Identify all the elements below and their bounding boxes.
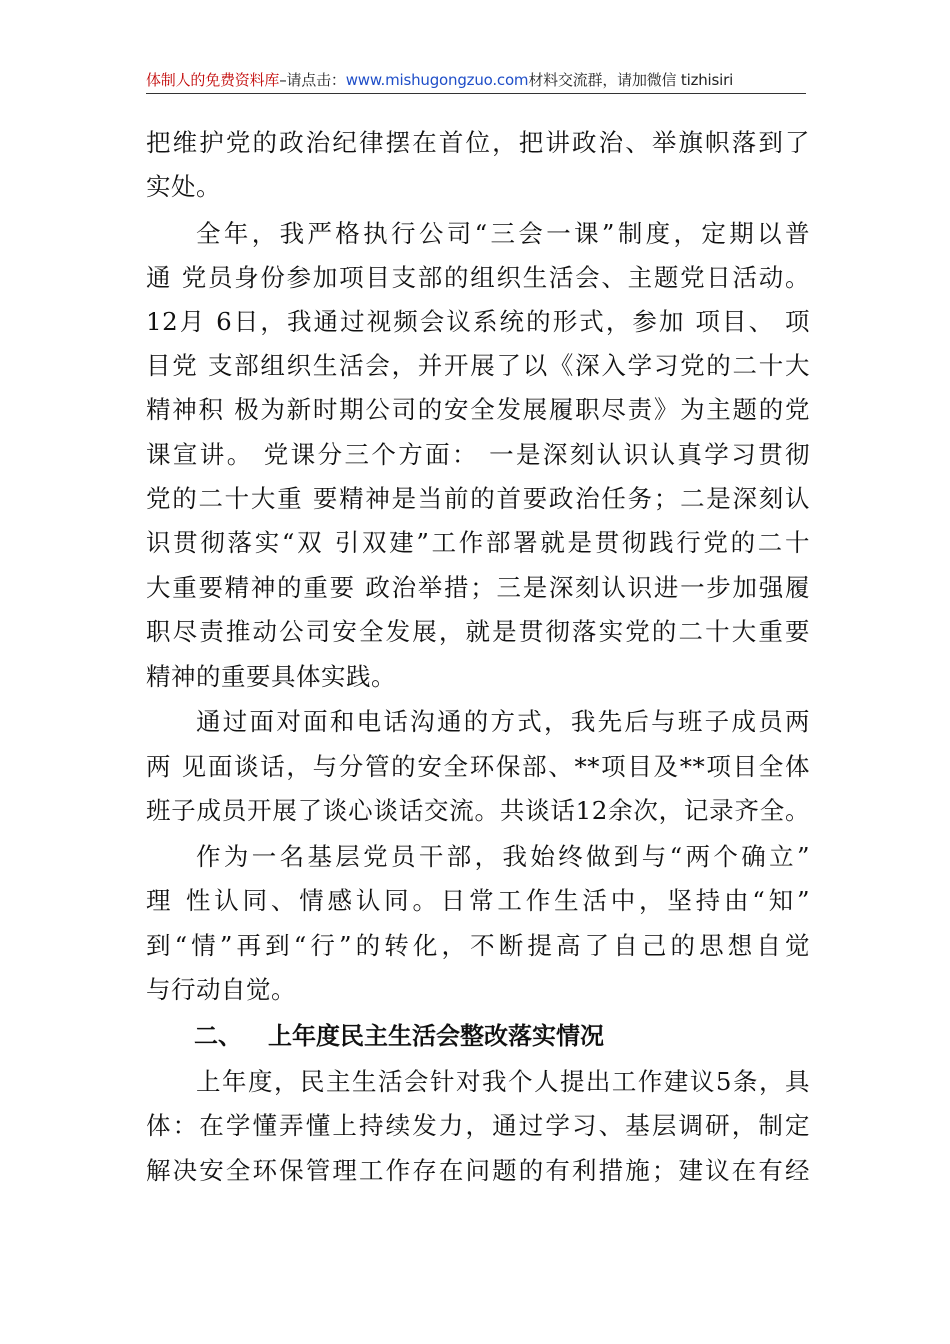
paragraph-line: 理 性认同、情感认同。日常工作生活中，坚持由“知” — [146, 886, 810, 915]
paragraph-line: 识贯彻落实“双 引双建”工作部署就是贯彻践行党的二十 — [146, 528, 810, 557]
paragraph-line: 到“情”再到“行”的转化，不断提高了自己的思想自觉 — [146, 931, 810, 960]
paragraph-line: 两 见面谈话，与分管的安全环保部、**项目及**项目全体 — [146, 752, 810, 781]
header-suffix: 材料交流群，请加微信 tizhisiri — [528, 71, 734, 89]
section-title: 上年度民主生活会整改落实情况 — [268, 1022, 604, 1050]
paragraph-line: 课宣讲。 党课分三个方面： 一是深刻认识认真学习贯彻 — [146, 440, 810, 469]
paragraph-line: 党的二十大重 要精神是当前的首要政治任务；二是深刻认 — [146, 484, 810, 513]
paragraph-line: 大重要精神的重要 政治举措；三是深刻认识进一步加强履 — [146, 573, 810, 602]
paragraph-line: 全年，我严格执行公司“三会一课”制度，定期以普 — [196, 219, 810, 248]
paragraph-line: 通过面对面和电话沟通的方式，我先后与班子成员两 — [196, 707, 810, 736]
paragraph-line: 作为一名基层党员干部，我始终做到与“两个确立” — [196, 842, 810, 871]
header-url-link[interactable]: www.mishugongzuo.com — [345, 71, 529, 89]
paragraph-line: 上年度，民主生活会针对我个人提出工作建议5条，具 — [196, 1067, 810, 1096]
paragraph-line: 体：在学懂弄懂上持续发力，通过学习、基层调研，制定 — [146, 1111, 810, 1140]
paragraph-line: 把维护党的政治纪律摆在首位，把讲政治、举旗帜落到了 — [146, 128, 810, 157]
paragraph-line: 实处。 — [146, 172, 221, 201]
paragraph-line: 通 党员身份参加项目支部的组织生活会、主题党日活动。 — [146, 263, 810, 292]
section-heading — [194, 1016, 604, 1056]
paragraph-line: 目党 支部组织生活会，并开展了以《深入学习党的二十大 — [146, 351, 810, 380]
paragraph-line: 班子成员开展了谈心谈话交流。共谈话12余次，记录齐全。 — [146, 796, 810, 825]
header-brand: 体制人的免费资料库 — [146, 71, 280, 89]
paragraph-line: 职尽责推动公司安全发展，就是贯彻落实党的二十大重要 — [146, 617, 810, 646]
paragraph-line: 12月 6日，我通过视频会议系统的形式，参加 项目、 项 — [146, 307, 810, 336]
paragraph-line: 解决安全环保管理工作存在问题的有利措施；建议在有经 — [146, 1156, 810, 1185]
paragraph-line: 精神的重要具体实践。 — [146, 662, 396, 691]
section-number: 二、 — [194, 1022, 242, 1050]
document-header — [146, 70, 806, 94]
header-click-prefix: –请点击： — [279, 71, 346, 89]
paragraph-line: 精神积 极为新时期公司的安全发展履职尽责》为主题的党 — [146, 395, 810, 424]
paragraph-line: 与行动自觉。 — [146, 975, 296, 1004]
